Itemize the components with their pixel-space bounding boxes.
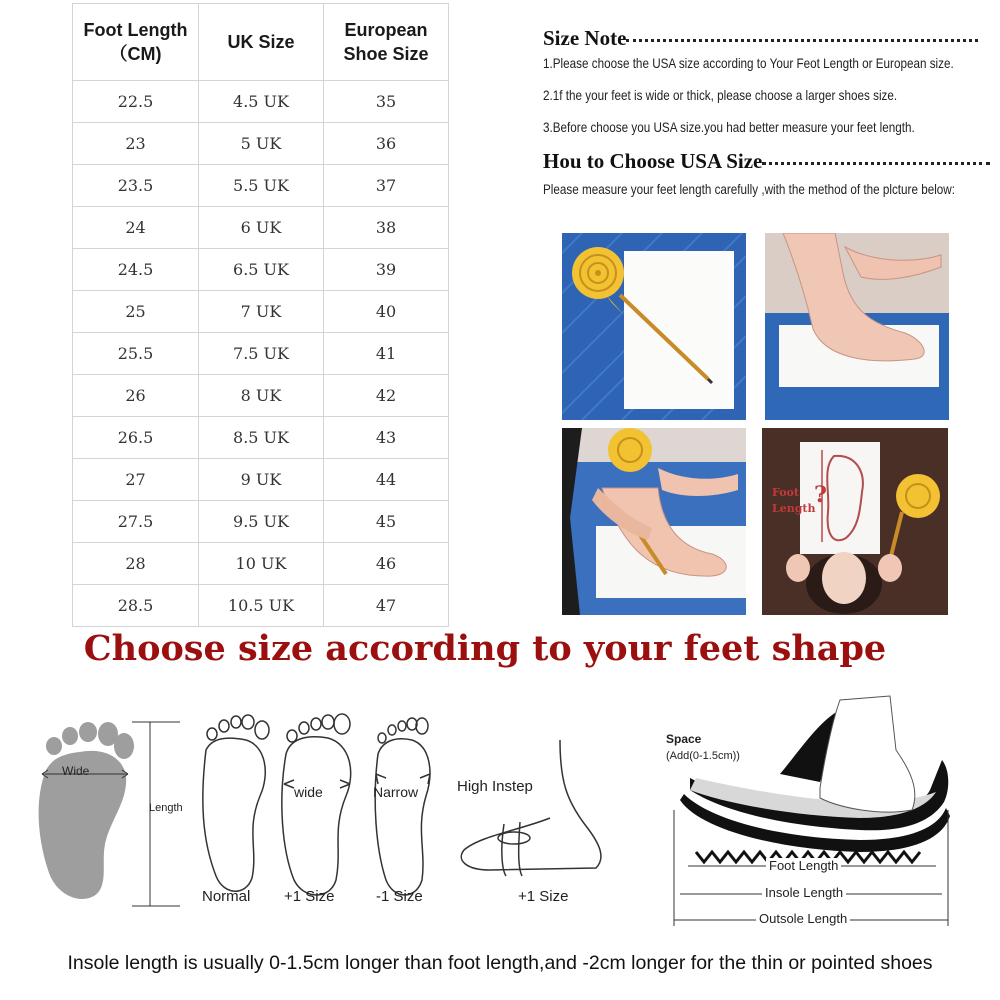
foot-length-cell: 25.5 <box>73 333 199 375</box>
header-text: UK Size <box>227 32 295 52</box>
narrow-foot-icon <box>375 718 430 895</box>
wide-foot-icon <box>282 714 351 895</box>
uk-size-cell: 7.5 UK <box>199 333 324 375</box>
size-note-line-1: 1.Please choose the USA size according to Your Feot Length or European size. <box>543 56 954 71</box>
insole-length-label: Insole Length <box>762 885 846 900</box>
high-instep-foot-icon <box>461 740 601 876</box>
uk-size-cell: 10.5 UK <box>199 585 324 627</box>
footprint-icon <box>39 722 134 899</box>
photo-paper-and-pencil <box>562 233 746 420</box>
wide-label: Wide <box>62 764 90 778</box>
length-label: Length <box>149 802 183 814</box>
foot-length-cell: 24 <box>73 207 199 249</box>
table-row <box>73 207 449 249</box>
european-size-cell: 47 <box>324 585 449 627</box>
tracing-foot-illustration <box>562 428 746 615</box>
header-text: （CM) <box>109 44 162 64</box>
foot-length-cell: 25 <box>73 291 199 333</box>
european-size-cell: 40 <box>324 291 449 333</box>
header-text: European <box>344 20 428 40</box>
european-size-cell: 44 <box>324 459 449 501</box>
normal-foot-icon <box>203 715 269 891</box>
table-row <box>73 375 449 417</box>
table-row <box>73 333 449 375</box>
uk-size-cell: 9.5 UK <box>199 501 324 543</box>
table-body <box>73 81 449 627</box>
european-size-cell: 35 <box>324 81 449 123</box>
uk-size-cell: 7 UK <box>199 291 324 333</box>
main-heading: Choose size according to your feet shape <box>83 628 887 669</box>
size-note-title: Size Note <box>543 26 627 50</box>
footer-note: Insole length is usually 0-1.5cm longer than foot length,and -2cm longer for the thin or pointed shoes <box>67 952 933 974</box>
european-size-cell: 46 <box>324 543 449 585</box>
instep-plus-one-label: +1 Size <box>518 888 569 905</box>
normal-label: Normal <box>202 888 251 905</box>
foot-length-cell: 23 <box>73 123 199 165</box>
high-instep-label: High Instep <box>457 778 533 795</box>
foot-length-cell: 26.5 <box>73 417 199 459</box>
table-row <box>73 81 449 123</box>
header-uk-size <box>199 4 324 81</box>
length-photo-label: Length <box>772 502 816 515</box>
size-note-line-3: 3.Before choose you USA size.you had better measure your feet length. <box>543 120 915 135</box>
feet-shape-diagrams <box>20 700 640 920</box>
header-text: Shoe Size <box>343 44 429 64</box>
uk-size-cell: 6 UK <box>199 207 324 249</box>
foot-length-cell: 28.5 <box>73 585 199 627</box>
foot-length-cell: 23.5 <box>73 165 199 207</box>
foot-length-cell: 24.5 <box>73 249 199 291</box>
uk-size-cell: 4.5 UK <box>199 81 324 123</box>
european-size-cell: 37 <box>324 165 449 207</box>
table-row <box>73 165 449 207</box>
foot-length-label: Foot Length <box>766 858 841 873</box>
foot-length-cell: 26 <box>73 375 199 417</box>
size-note-line-2: 2.1f the your feet is wide or thick, please choose a larger shoes size. <box>543 88 898 103</box>
size-note-heading <box>543 26 978 51</box>
photo-tracing-foot <box>562 428 746 615</box>
outsole-length-label: Outsole Length <box>756 911 850 926</box>
paper-pencil-illustration <box>562 233 746 420</box>
table-row <box>73 459 449 501</box>
table-row <box>73 417 449 459</box>
table-row <box>73 585 449 627</box>
uk-size-cell: 8.5 UK <box>199 417 324 459</box>
european-size-cell: 36 <box>324 123 449 165</box>
european-size-cell: 42 <box>324 375 449 417</box>
table-row <box>73 543 449 585</box>
space-label: Space <box>666 732 702 746</box>
minus-one-size-label: -1 Size <box>376 888 423 905</box>
wide-foot-label: wide <box>294 784 323 800</box>
foot-length-cell: 27 <box>73 459 199 501</box>
header-foot-length <box>73 4 199 81</box>
photo-foot-outline <box>762 428 948 615</box>
european-size-cell: 41 <box>324 333 449 375</box>
foot-length-cell: 22.5 <box>73 81 199 123</box>
narrow-foot-label: Narrow <box>373 784 419 800</box>
uk-size-cell: 10 UK <box>199 543 324 585</box>
uk-size-cell: 8 UK <box>199 375 324 417</box>
foot-length-cell: 28 <box>73 543 199 585</box>
table-row <box>73 249 449 291</box>
european-size-cell: 38 <box>324 207 449 249</box>
photo-foot-on-paper <box>765 233 949 420</box>
table-row <box>73 291 449 333</box>
foot-outline-illustration <box>762 428 948 615</box>
header-text: Foot Length <box>83 20 188 40</box>
table-row <box>73 501 449 543</box>
foot-on-paper-illustration <box>765 233 949 420</box>
header-european-size <box>324 4 449 81</box>
uk-size-cell: 5.5 UK <box>199 165 324 207</box>
shoe-cross-section-icon <box>680 696 950 862</box>
how-to-heading <box>543 149 990 174</box>
svg-text:?: ? <box>814 482 827 508</box>
plus-one-size-label: +1 Size <box>284 888 335 905</box>
foot-length-cell: 27.5 <box>73 501 199 543</box>
how-to-title: Hou to Choose USA Size <box>543 149 763 173</box>
uk-size-cell: 9 UK <box>199 459 324 501</box>
space-sub-label: (Add(0-1.5cm)) <box>666 750 740 762</box>
european-size-cell: 45 <box>324 501 449 543</box>
uk-size-cell: 5 UK <box>199 123 324 165</box>
how-to-line: Please measure your feet length carefully ,with the method of the plcture below: <box>543 182 956 197</box>
european-size-cell: 39 <box>324 249 449 291</box>
foot-photo-label: Foot <box>772 486 799 499</box>
european-size-cell: 43 <box>324 417 449 459</box>
size-table <box>72 3 449 627</box>
dotted-rule <box>762 162 990 165</box>
table-header-row <box>73 4 449 81</box>
table-row <box>73 123 449 165</box>
dotted-rule <box>626 39 978 42</box>
uk-size-cell: 6.5 UK <box>199 249 324 291</box>
